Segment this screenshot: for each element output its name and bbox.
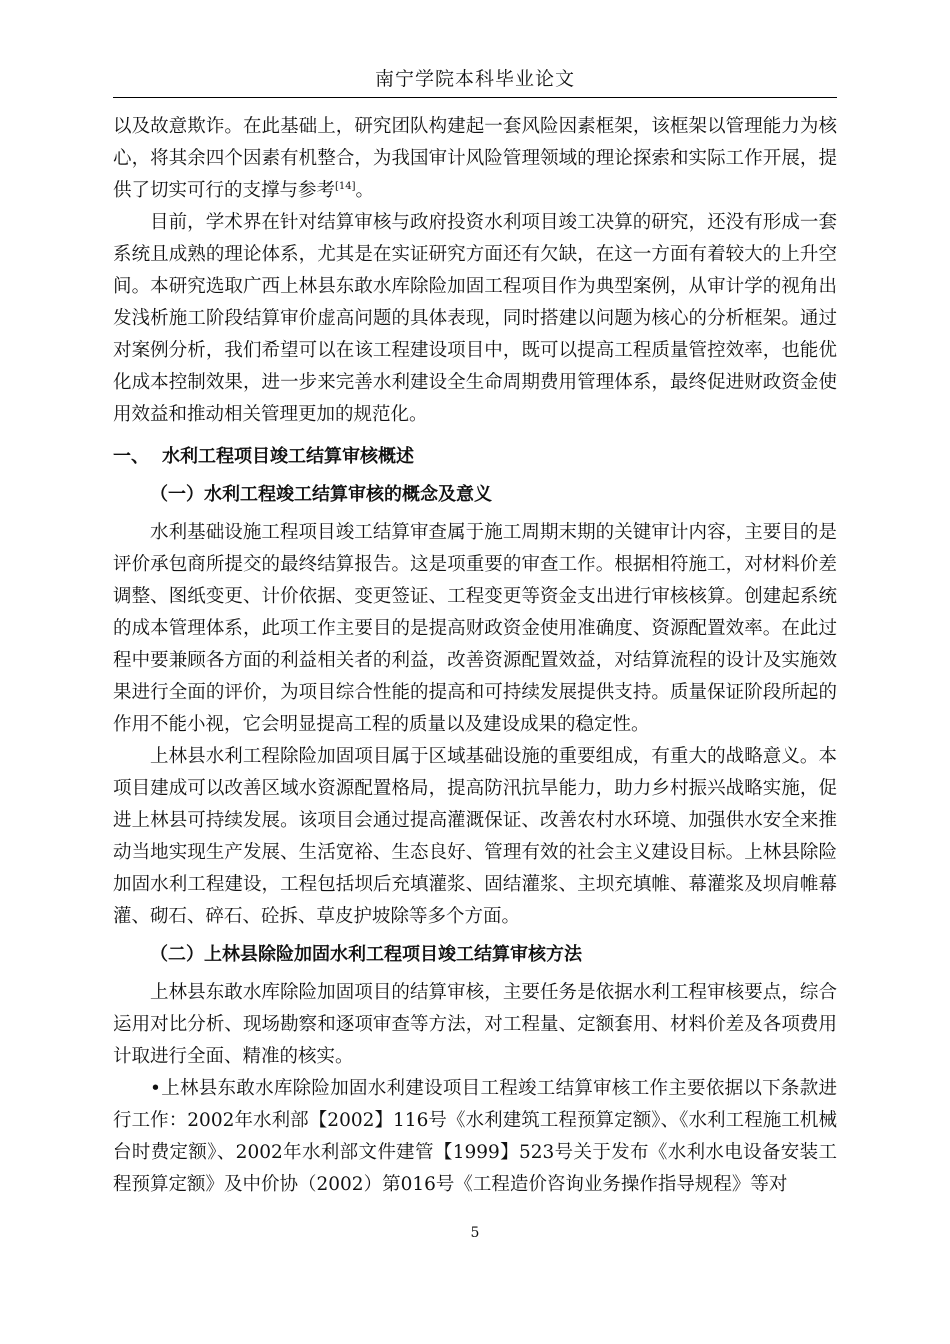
paragraph-research-status: 目前，学术界在针对结算审核与政府投资水利项目竣工决算的研究，还没有形成一套系统且成熟的理论体系，尤其是在实证研究方面还有欠缺，在这一方面有着较大的上升空间。本研究选取广西上林县东敢水库除险加固工程项目作为典型案例，从审计学的视角出发浅析施工阶段结算审价虚高问题的具体表现，同时搭建以问题为核心的分析框架。通过对案例分析，我们希望可以在该工程建设项目中，既可以提高工程质量管控效率，也能优化成本控制效果，进一步来完善水利建设全生命周期费用管理体系，最终促进财政资金使用效益和推动相关管理更加的规范化。 bbox=[113, 212, 837, 425]
paragraph-method: 上林县东敢水库除险加固项目的结算审核，主要任务是依据水利工程审核要点，综合运用对比分析、现场勘察和逐项审查等方法，对工程量、定额套用、材料价差及各项费用计取进行全面、精准的核实。 bbox=[113, 982, 837, 1067]
subsection-heading-2: （二）上林县除险加固水利工程项目竣工结算审核方法 bbox=[150, 944, 582, 965]
paragraph-concept: 水利基础设施工程项目竣工结算审查属于施工周期末期的关键审计内容，主要目的是评价承包商所提交的最终结算报告。这是项重要的审查工作。根据相符施工，对材料价差调整、图纸变更、计价依据、变更签证、工程变更等资金支出进行审核核算。创建起系统的成本管理体系，此项工作主要目的是提高财政资金使用准确度、资源配置效率。在此过程中要兼顾各方面的利益相关者的利益，改善资源配置效益，对结算流程的设计及实施效果进行全面的评价，为项目综合性能的提高和可持续发展提供支持。质量保证阶段所起的作用不能小视，它会明显提高工程的质量以及建设成果的稳定性。 bbox=[113, 522, 837, 735]
paragraph-text: 以及故意欺诈。在此基础上，研究团队构建起一套风险因素框架，该框架以管理能力为核心，将其余四个因素有机整合，为我国审计风险管理领域的理论探索和实际工作开展，提供了切实可行的支撑与参考 bbox=[113, 116, 837, 201]
paragraph-continued bbox=[113, 111, 837, 207]
subsection-heading-1: （一）水利工程竣工结算审核的概念及意义 bbox=[150, 484, 492, 505]
header-rule bbox=[113, 97, 837, 98]
paragraph-basis: •上林县东敢水库除险加固水利建设项目工程竣工结算审核工作主要依据以下条款进行工作：2002年水利部【2002】116号《水利建筑工程预算定额》、《水利工程施工机械台时费定额》、2002年水利部文件建管【1999】523号关于发布《水利水电设备安装工程预算定额》及中价协（2002）第016号《工程造价咨询业务操作指导规程》等对 bbox=[113, 1078, 837, 1195]
paragraph-end-punct: 。 bbox=[355, 180, 375, 201]
paragraph-significance: 上林县水利工程除险加固项目属于区域基础设施的重要组成，有重大的战略意义。本项目建成可以改善区域水资源配置格局，提高防汛抗旱能力，助力乡村振兴战略实施，促进上林县可持续发展。该项目会通过提高灌溉保证、改善农村水环境、加强供水安全来推动当地实现生产发展、生活宽裕、生态良好、管理有效的社会主义建设目标。上林县除险加固水利工程建设，工程包括坝后充填灌浆、固结灌浆、主坝充填帷、幕灌浆及坝肩帷幕灌、砌石、碎石、砼拆、草皮护坡除等多个方面。 bbox=[113, 746, 837, 927]
running-header-title: 南宁学院本科毕业论文 bbox=[374, 68, 575, 90]
section-title: 水利工程项目竣工结算审核概述 bbox=[162, 446, 414, 467]
section-heading bbox=[113, 441, 837, 473]
page-number: 5 bbox=[470, 1225, 480, 1241]
section-number: 一、 bbox=[113, 446, 149, 467]
citation-marker: [14] bbox=[335, 180, 356, 192]
page-body bbox=[113, 111, 837, 1201]
